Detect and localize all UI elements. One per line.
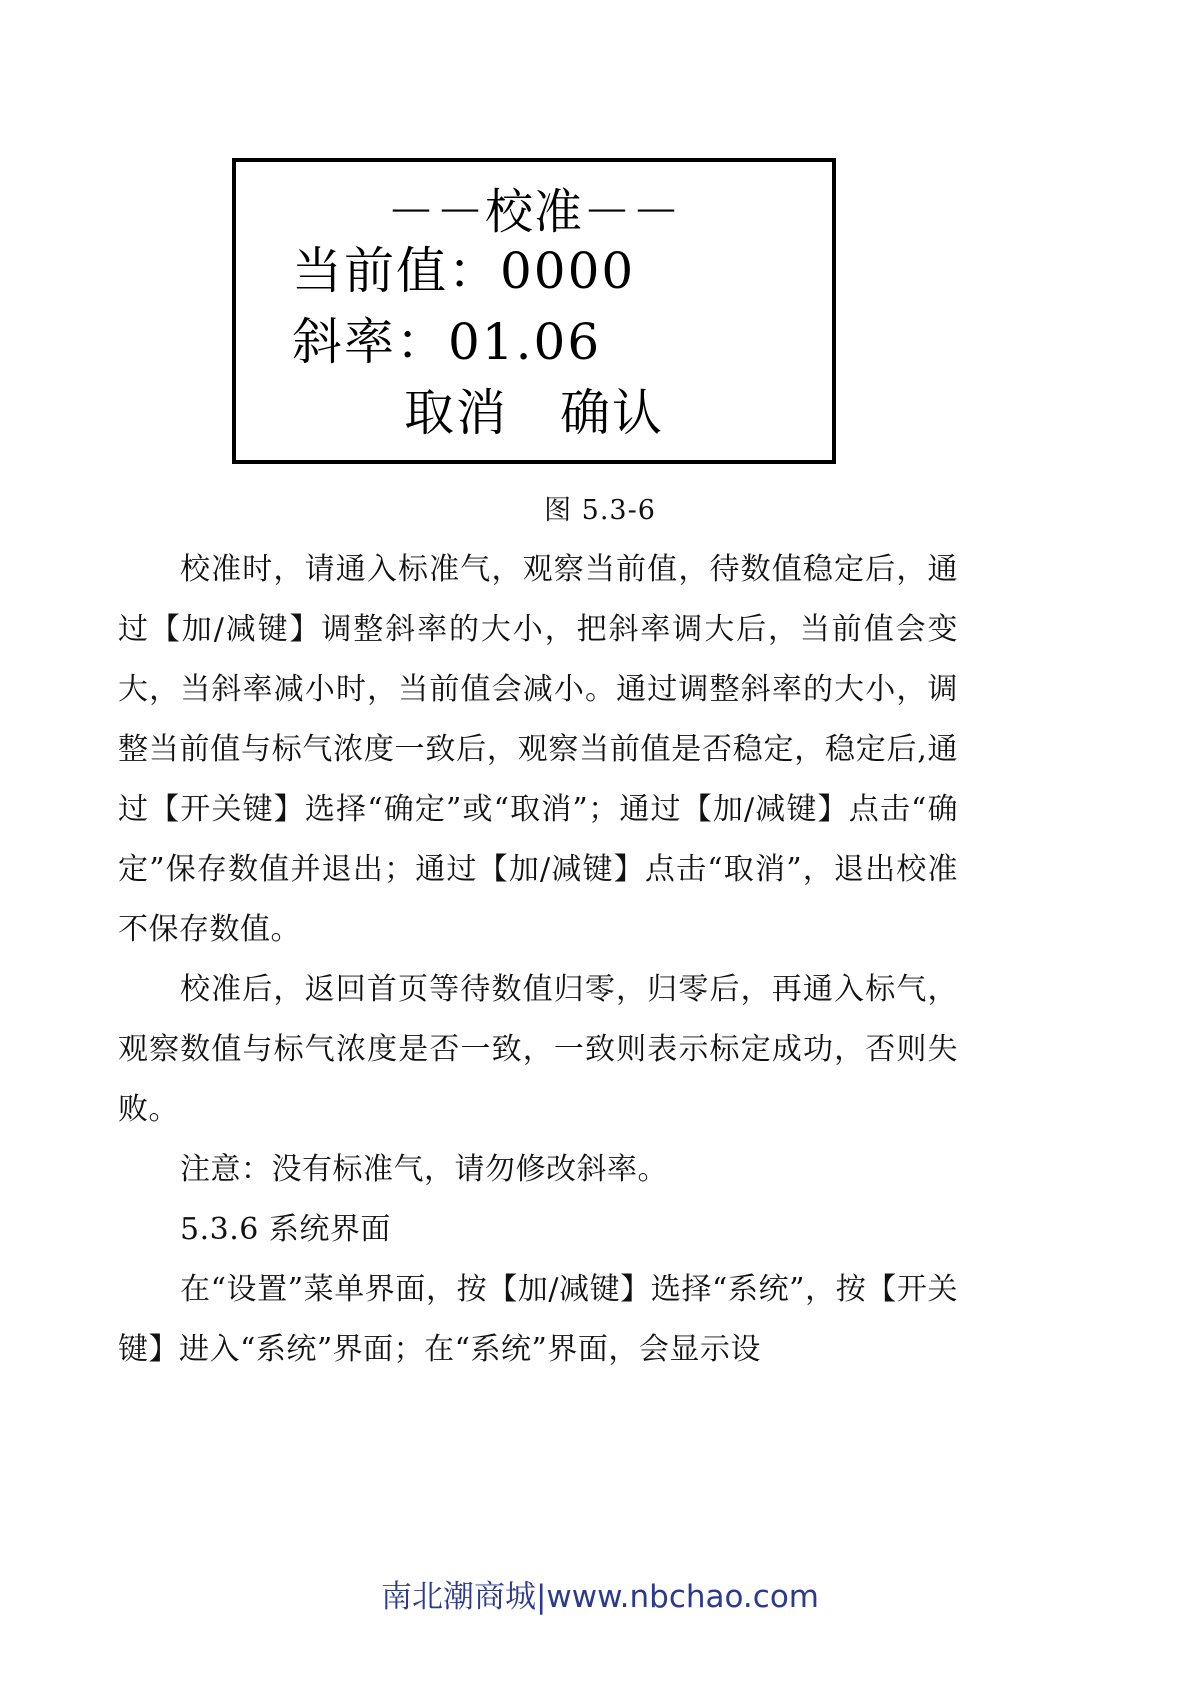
section-heading-5-3-6: 5.3.6 系统界面 [180,1212,391,1247]
lcd-slope-value: 01.06 [448,313,602,371]
lcd-screen-figure [232,158,836,464]
lcd-cancel-button[interactable]: 取消 [404,384,508,442]
paragraph-system-interface: 在“设置”菜单界面，按【加/减键】选择“系统”，按【开关键】进入“系统”界面；在“系统”界面，会显示设 [118,1272,958,1367]
lcd-current-value-row [292,242,636,300]
lcd-screen-inner [236,162,832,460]
paragraph-note: 注意：没有标准气，请勿修改斜率。 [180,1152,668,1187]
figure-caption: 图 5.3-6 [544,495,656,526]
lcd-current-value: 0000 [500,242,636,300]
body-text-column [118,540,958,1380]
paragraph-calibration-procedure: 校准时，请通入标准气，观察当前值，待数值稳定后，通过【加/减键】调整斜率的大小，把斜率调大后，当前值会变大，当斜率减小时，当前值会减小。通过调整斜率的大小，调整当前值与标气浓度一致后，观察当前值是否稳定，稳定后,通过【开关键】选择“确定”或“取消”；通过【加/减键】点击“确定”保存数值并退出；通过【加/减键】点击“取消”，退出校准不保存数值。 [118,552,958,947]
lcd-current-value-label: 当前值： [292,242,500,300]
lcd-button-row [236,384,832,442]
lcd-title: －－校准－－ [386,184,681,240]
paragraph-post-calibration: 校准后，返回首页等待数值归零，归零后，再通入标气，观察数值与标气浓度是否一致，一致则表示标定成功，否则失败。 [118,972,958,1127]
footer-watermark: 南北潮商城|www.nbchao.com [380,1579,819,1615]
lcd-slope-label: 斜率： [292,313,448,371]
lcd-slope-row [292,313,602,371]
lcd-confirm-button[interactable]: 确认 [560,384,664,442]
